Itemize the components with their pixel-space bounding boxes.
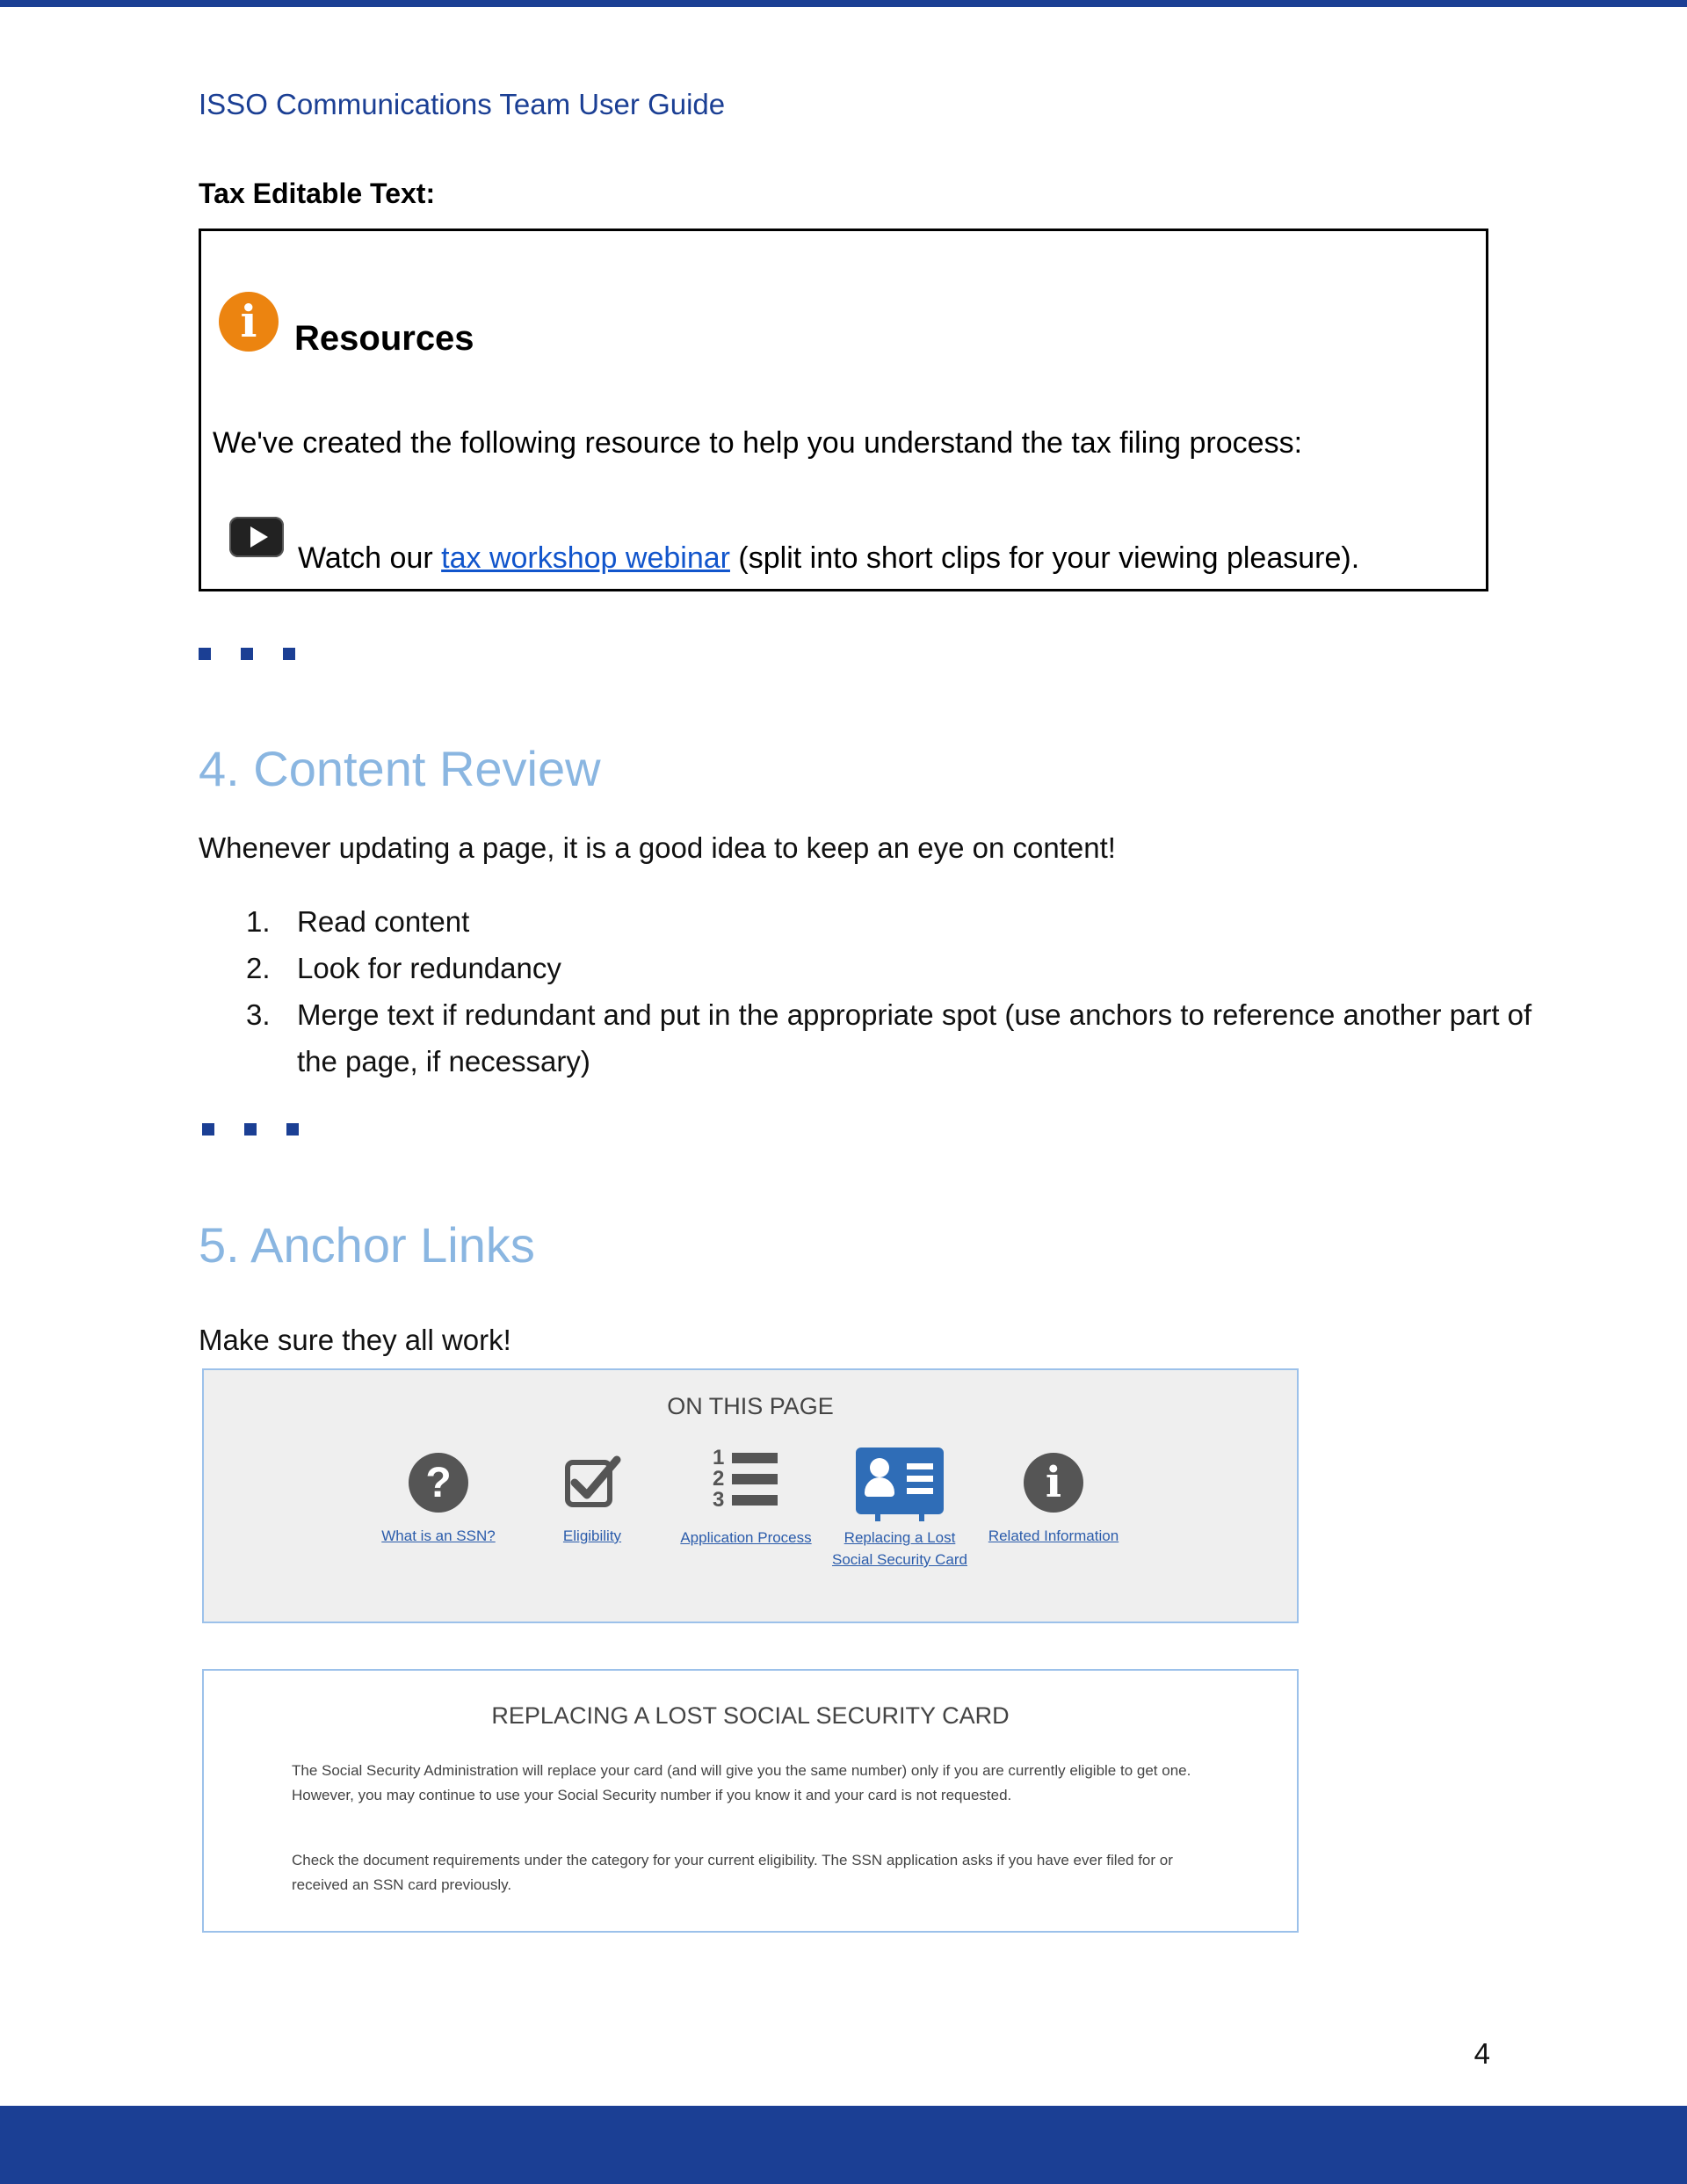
anchor-replacing-lost-card[interactable]	[825, 1453, 974, 1571]
anchor-link-label[interactable]: Related Information	[988, 1527, 1119, 1544]
content-review-intro: Whenever updating a page, it is a good idea to keep an eye on content!	[199, 831, 1116, 864]
list-item: 1. Read content	[246, 905, 470, 938]
info-icon: i	[219, 292, 279, 352]
replacing-card-paragraph: Check the document requirements under the category for your current eligibility. The SSN application asks if you have ever filed for or received an SSN card previously.	[292, 1852, 1173, 1893]
question-icon: ?	[409, 1453, 468, 1513]
resources-box	[199, 229, 1488, 591]
anchor-link-label[interactable]: What is an SSN?	[381, 1527, 496, 1544]
resources-intro: We've created the following resource to help you understand the tax filing process:	[213, 426, 1303, 460]
content-review-steps	[246, 898, 1545, 1085]
replacing-card-section	[202, 1669, 1299, 1933]
on-this-page-panel	[202, 1368, 1299, 1623]
info-icon: i	[1024, 1453, 1083, 1513]
checkbox-icon	[562, 1453, 622, 1513]
page-number: 4	[1473, 2037, 1490, 2070]
anchor-eligibility[interactable]	[518, 1453, 667, 1547]
replacing-card-paragraph: The Social Security Administration will replace your card (and will give you the same number) only if you are currently eligible to get one. However, you may continue to use your Social Security number if you know it and your card is not requested.	[292, 1762, 1191, 1803]
anchor-link-label[interactable]: Replacing a Lost Social Security Card	[831, 1529, 967, 1568]
play-video-icon	[229, 517, 284, 557]
top-accent-bar	[0, 0, 1687, 7]
content-review-heading: 4. Content Review	[199, 741, 601, 796]
section-divider-dots	[202, 1123, 308, 1136]
anchor-links-intro: Make sure they all work!	[199, 1324, 511, 1356]
webinar-line-suffix: (split into short clips for your viewing pleasure).	[738, 541, 1360, 575]
bottom-accent-bar	[0, 2106, 1687, 2184]
id-card-icon	[856, 1448, 944, 1514]
section-divider-dots	[199, 648, 304, 660]
resources-title: Resources	[294, 319, 474, 358]
anchor-link-label[interactable]: Eligibility	[562, 1527, 622, 1544]
resources-webinar-line	[298, 541, 1359, 576]
replacing-card-title: REPLACING A LOST SOCIAL SECURITY CARD	[491, 1702, 1010, 1729]
webinar-line-prefix: Watch our	[298, 541, 433, 575]
list-item: 2. Look for redundancy	[246, 952, 561, 984]
document-header-title: ISSO Communications Team User Guide	[199, 88, 726, 120]
list-item: 3. Merge text if redundant and put in the appropriate spot (use anchors to reference another part of the page, if necessary)	[246, 998, 1532, 1077]
tax-workshop-webinar-link[interactable]: tax workshop webinar	[441, 541, 730, 575]
anchor-related-information[interactable]	[979, 1453, 1128, 1547]
anchor-link-label[interactable]: Application Process	[680, 1529, 812, 1546]
on-this-page-title: ON THIS PAGE	[667, 1393, 834, 1419]
anchor-links-heading: 5. Anchor Links	[199, 1217, 535, 1273]
numbered-list-icon: 1 2 3	[713, 1448, 779, 1514]
anchor-application-process[interactable]	[671, 1446, 821, 1549]
anchor-what-is-ssn[interactable]	[364, 1453, 513, 1547]
tax-editable-text-label: Tax Editable Text:	[199, 178, 436, 209]
